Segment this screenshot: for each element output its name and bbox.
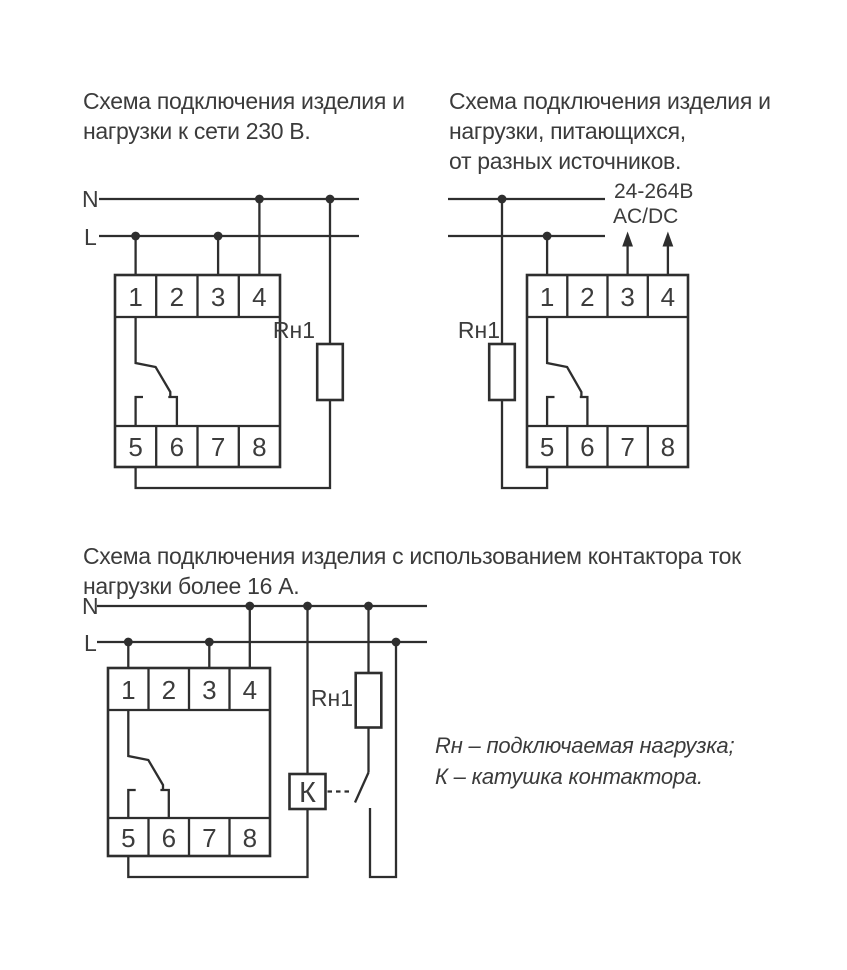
junction-dot: [364, 602, 373, 611]
contactor-contact-blade: [355, 773, 369, 803]
terminal-label-1: 1: [128, 282, 143, 312]
legend-line1: Rн – подключаемая нагрузка;: [435, 733, 735, 758]
legend-line2: К – катушка контактора.: [435, 764, 703, 789]
diagram2-title-line1: Схема подключения изделия и: [449, 88, 771, 114]
resistor-rn1: [489, 344, 515, 400]
wire-label-n: N: [82, 186, 99, 212]
resistor-rn1: [356, 673, 382, 728]
terminal-label-2: 2: [169, 282, 185, 312]
terminal-label-5: 5: [539, 432, 555, 462]
terminal-label-1: 1: [539, 282, 555, 312]
wire-label-n: N: [82, 593, 99, 619]
diagram-230v: [82, 186, 359, 488]
diagram3-title-line2: нагрузки более 16 А.: [83, 573, 300, 599]
diagram2-title-line3: от разных источников.: [449, 148, 682, 174]
diagram-separate-sources: [448, 180, 693, 488]
terminal-label-7: 7: [210, 432, 226, 462]
terminal-label-3: 3: [202, 675, 217, 705]
junction-dot: [392, 638, 401, 647]
terminal-label-3: 3: [210, 282, 226, 312]
wire-label-l: L: [84, 630, 97, 656]
supply-arrow-3-head: [622, 232, 633, 247]
junction-dot: [124, 638, 133, 647]
diagram1-title-line2: нагрузки к сети 230 В.: [83, 118, 311, 144]
diagram1-title-line1: Схема подключения изделия и: [83, 88, 405, 114]
terminal-label-5: 5: [121, 823, 136, 853]
terminal-label-4: 4: [252, 282, 267, 312]
junction-dot: [303, 602, 312, 611]
supply-type-label: AC/DC: [613, 205, 679, 228]
junction-dot: [245, 602, 254, 611]
terminal-label-7: 7: [202, 823, 217, 853]
terminal-label-1: 1: [121, 675, 136, 705]
junction-dot: [543, 232, 552, 241]
terminal-label-2: 2: [161, 675, 177, 705]
terminal-label-5: 5: [128, 432, 143, 462]
terminal-label-3: 3: [620, 282, 635, 312]
load-label-rn1: Rн1: [457, 317, 500, 343]
terminal-label-7: 7: [620, 432, 635, 462]
junction-dot: [205, 638, 214, 647]
terminal-label-4: 4: [242, 675, 258, 705]
diagram3-title-line1: Схема подключения изделия с использованием контактора ток: [83, 543, 741, 569]
contactor-label-k: К: [299, 777, 316, 809]
terminal-label-4: 4: [660, 282, 676, 312]
load-label-rn1: Rн1: [310, 685, 353, 711]
diagram2-title-line2: нагрузки, питающихся,: [449, 118, 686, 144]
junction-dot: [131, 232, 140, 241]
resistor-rn1: [317, 344, 343, 400]
junction-dot: [214, 232, 223, 241]
terminal-label-6: 6: [580, 432, 595, 462]
load-label-rn1: Rн1: [272, 317, 315, 343]
junction-dot: [326, 195, 335, 204]
terminal-label-2: 2: [580, 282, 595, 312]
terminal-label-8: 8: [252, 432, 267, 462]
supply-voltage-label: 24-264В: [614, 180, 694, 203]
terminal-label-8: 8: [660, 432, 676, 462]
terminal-label-8: 8: [242, 823, 258, 853]
terminal-label-6: 6: [161, 823, 177, 853]
terminal-label-6: 6: [169, 432, 185, 462]
junction-dot: [255, 195, 264, 204]
junction-dot: [498, 195, 507, 204]
diagram-contactor: [82, 593, 427, 877]
wire-label-l: L: [84, 224, 97, 250]
supply-arrow-4-head: [663, 232, 674, 247]
